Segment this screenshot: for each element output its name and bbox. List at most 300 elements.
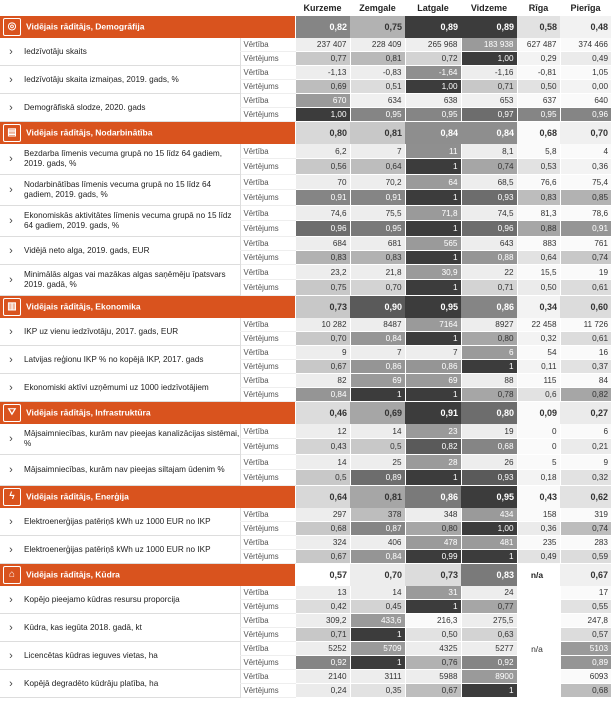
indicator-label: Kopējā degradēto kūdrāju platība, ha [22, 670, 240, 698]
indicator-label: Kūdra, kas iegūta 2018. gadā, kt [22, 614, 240, 642]
score-cell: 0,43 [295, 439, 350, 455]
value-cell: 481 [461, 536, 517, 550]
section-header[interactable] [0, 486, 611, 509]
value-cell: 23 [405, 424, 461, 439]
score-cell: 1 [405, 388, 461, 402]
score-row-label: Vērtējums [240, 684, 295, 698]
score-cell: 0,95 [350, 221, 405, 237]
score-cell: 0,74 [560, 522, 611, 536]
value-cell: 309,2 [295, 614, 350, 628]
value-cell: 374 466 [560, 38, 611, 52]
value-cell: 9 [295, 346, 350, 360]
value-cell: 15,5 [517, 265, 560, 280]
value-cell: 348 [405, 508, 461, 522]
score-cell: 1 [350, 628, 405, 642]
indicator-row[interactable] [0, 66, 611, 80]
score-row-label: Vērtējums [240, 656, 295, 670]
section-average-cell: 0,95 [405, 296, 461, 319]
value-cell: 21,8 [350, 265, 405, 280]
value-row-label: Vērtība [240, 38, 295, 52]
chevron-right-icon[interactable]: › [0, 455, 22, 486]
value-row-label: Vērtība [240, 66, 295, 80]
score-cell: 0,64 [350, 159, 405, 175]
score-row-label: Vērtējums [240, 52, 295, 66]
score-cell: 0,68 [461, 439, 517, 455]
value-cell: 5 [517, 455, 560, 470]
score-row-label: Vērtējums [240, 190, 295, 206]
score-cell: 0,91 [560, 221, 611, 237]
section-average-cell: 0,84 [405, 122, 461, 145]
lightning-icon: ϟ [3, 488, 21, 506]
score-cell: 0,96 [560, 108, 611, 122]
score-cell [517, 656, 560, 670]
value-cell: 14 [350, 424, 405, 439]
header-row [0, 0, 611, 16]
section-average-cell: 0,70 [350, 564, 405, 587]
score-cell: 0,61 [560, 332, 611, 346]
section-title-text: Vidējais rādītājs, Nodarbinātība [26, 127, 153, 138]
indicator-label: Mājsaimniecības, kurām nav pieejas siltajam ūdenim % [22, 455, 240, 486]
section-average-cell: 0,89 [461, 16, 517, 38]
section-title-text: Vidējais rādītājs, Kūdra [26, 569, 120, 580]
bar-chart-icon: ▥ [3, 298, 21, 316]
chevron-right-icon[interactable]: › [0, 144, 22, 175]
indicator-row[interactable] [0, 318, 611, 332]
value-cell: 627 487 [517, 38, 560, 52]
score-cell: 0,77 [295, 52, 350, 66]
value-cell: 14 [295, 455, 350, 470]
section-average-cell: 0,95 [461, 486, 517, 509]
indicator-label: Iedzīvotāju skaita izmaiņas, 2019. gads, % [22, 66, 240, 94]
score-cell: 0,95 [350, 108, 405, 122]
value-cell: 22 458 [517, 318, 560, 332]
score-cell: 0,75 [295, 280, 350, 296]
score-row-label: Vērtējums [240, 360, 295, 374]
indicator-label: Latvijas reģionu IKP % no kopējā IKP, 2017. gads [22, 346, 240, 374]
score-cell: 0,36 [517, 522, 560, 536]
score-cell: 1 [461, 684, 517, 698]
section-average-cell: 0,58 [517, 16, 560, 38]
score-row-label: Vērtējums [240, 628, 295, 642]
indicator-row[interactable] [0, 206, 611, 221]
chevron-right-icon[interactable]: › [0, 614, 22, 642]
chevron-right-icon[interactable]: › [0, 237, 22, 265]
section-average-cell: 0,83 [461, 564, 517, 587]
value-cell: 643 [461, 237, 517, 251]
region-header: Pierīga [570, 3, 601, 13]
chevron-right-icon[interactable]: › [0, 66, 22, 94]
value-cell: 640 [560, 94, 611, 108]
indicator-row[interactable] [0, 374, 611, 388]
value-cell: 75,5 [350, 206, 405, 221]
score-row-label: Vērtējums [240, 470, 295, 486]
indicator-label: Mājsaimniecības, kurām nav pieejas kanalizācijas sistēmai, % [22, 424, 240, 455]
value-cell: 12 [295, 424, 350, 439]
value-cell: 638 [405, 94, 461, 108]
score-cell: 0,76 [405, 656, 461, 670]
indicator-label: Licencētas kūdras ieguves vietas, ha [22, 642, 240, 670]
score-cell: 0,86 [405, 360, 461, 374]
section-average-cell: 0,34 [517, 296, 560, 319]
region-header: Vidzeme [470, 3, 508, 13]
value-cell: 14 [350, 586, 405, 600]
indicator-row[interactable] [0, 642, 611, 656]
value-cell: 158 [517, 508, 560, 522]
value-row-label: Vērtība [240, 206, 295, 221]
value-cell: 3111 [350, 670, 405, 684]
section-average-cell: 0,91 [405, 402, 461, 425]
score-cell: 1 [405, 190, 461, 206]
value-cell: 19 [560, 265, 611, 280]
section-title-text: Vidējais rādītājs, Enerģija [26, 491, 129, 502]
score-cell: 0,50 [517, 80, 560, 94]
value-cell: 16 [560, 346, 611, 360]
score-cell: 0,63 [461, 628, 517, 642]
score-cell [517, 600, 560, 614]
score-cell: 0,95 [517, 108, 560, 122]
value-cell: 64 [405, 175, 461, 190]
value-cell: 681 [350, 237, 405, 251]
chevron-right-icon[interactable]: › [0, 536, 22, 564]
value-cell: 88 [461, 374, 517, 388]
value-cell: -0,81 [517, 66, 560, 80]
section-average-cell: 0,67 [560, 564, 611, 587]
score-cell: 0,96 [295, 221, 350, 237]
score-cell: 1 [350, 656, 405, 670]
section-average-cell: 0,82 [295, 16, 350, 38]
value-cell: 24 [461, 586, 517, 600]
indicator-label: Vidējā neto alga, 2019. gads, EUR [22, 237, 240, 265]
chevron-right-icon[interactable]: › [0, 175, 22, 206]
value-cell: 275,5 [461, 614, 517, 628]
score-cell: 1 [461, 550, 517, 564]
indicator-label: Bezdarba līmenis vecuma grupā no 15 līdz 64 gadiem, 2019. gads, % [22, 144, 240, 175]
chevron-right-icon[interactable]: › [0, 586, 22, 614]
indicator-label: Elektroenerģijas patēriņš kWh uz 1000 EUR no IKP [22, 508, 240, 536]
indicator-row[interactable] [0, 94, 611, 108]
score-cell: 0,29 [517, 52, 560, 66]
value-cell: 653 [461, 94, 517, 108]
value-cell: 74,6 [295, 206, 350, 221]
score-row-label: Vērtējums [240, 251, 295, 265]
score-cell: 1,00 [461, 52, 517, 66]
score-row-label: Vērtējums [240, 439, 295, 455]
value-cell: 5,8 [517, 144, 560, 159]
section-title [0, 16, 295, 38]
chevron-right-icon[interactable]: › [0, 206, 22, 237]
chevron-right-icon[interactable]: › [0, 318, 22, 346]
section-average-cell: 0,62 [560, 486, 611, 509]
value-cell: 26 [461, 455, 517, 470]
value-cell: 82 [295, 374, 350, 388]
chevron-right-icon[interactable]: › [0, 374, 22, 402]
region-header: Kurzeme [303, 3, 342, 13]
value-cell: 68,5 [461, 175, 517, 190]
score-cell: 0,84 [295, 388, 350, 402]
indicator-row[interactable] [0, 346, 611, 360]
score-cell: 0,82 [405, 439, 461, 455]
chevron-right-icon[interactable]: › [0, 642, 22, 670]
value-row-label: Vērtība [240, 614, 295, 628]
section-average-cell: 0,75 [350, 16, 405, 38]
score-cell: 0,88 [461, 251, 517, 265]
score-cell: 0,53 [517, 159, 560, 175]
road-icon: ⛛ [3, 404, 21, 422]
value-row-label: Vērtība [240, 374, 295, 388]
value-cell: 70 [295, 175, 350, 190]
indicator-label: IKP uz vienu iedzīvotāju, 2017. gads, EUR [22, 318, 240, 346]
section-title [0, 564, 295, 587]
value-cell: 81,3 [517, 206, 560, 221]
section-header[interactable] [0, 402, 611, 425]
section-average-cell: n/a [517, 564, 560, 587]
score-cell: 0,68 [295, 522, 350, 536]
value-cell: 0 [517, 424, 560, 439]
indicator-row[interactable] [0, 508, 611, 522]
section-header[interactable] [0, 122, 611, 145]
value-cell: 297 [295, 508, 350, 522]
score-cell: 0,37 [560, 360, 611, 374]
score-cell: 0,24 [295, 684, 350, 698]
score-cell: 0,85 [560, 190, 611, 206]
score-cell: 0,67 [295, 550, 350, 564]
value-cell [517, 614, 560, 628]
value-cell: 5709 [350, 642, 405, 656]
section-average-cell: 0,48 [560, 16, 611, 38]
value-cell: 74,5 [461, 206, 517, 221]
value-cell: 54 [517, 346, 560, 360]
value-cell: 8487 [350, 318, 405, 332]
value-cell: 1,05 [560, 66, 611, 80]
value-cell: 684 [295, 237, 350, 251]
score-cell: 0,42 [295, 600, 350, 614]
value-cell: 4 [560, 144, 611, 159]
value-row-label: Vērtība [240, 94, 295, 108]
score-cell: 0,11 [517, 360, 560, 374]
score-cell: 0,67 [295, 360, 350, 374]
section-average-cell: 0,60 [560, 296, 611, 319]
value-cell: 761 [560, 237, 611, 251]
score-cell: 0,80 [461, 332, 517, 346]
score-row-label: Vērtējums [240, 221, 295, 237]
score-row-label: Vērtējums [240, 550, 295, 564]
indicator-row[interactable] [0, 265, 611, 280]
value-row-label: Vērtība [240, 318, 295, 332]
score-cell: 0,93 [461, 470, 517, 486]
indicator-label: Ekonomiski aktīvi uzņēmumi uz 1000 iedzīvotājiem [22, 374, 240, 402]
value-cell: 378 [350, 508, 405, 522]
value-row-label: Vērtība [240, 642, 295, 656]
score-cell: 0,21 [560, 439, 611, 455]
value-row-label: Vērtība [240, 536, 295, 550]
value-row-label: Vērtība [240, 265, 295, 280]
score-cell: 0,87 [350, 522, 405, 536]
score-row-label: Vērtējums [240, 80, 295, 94]
score-cell: 0,95 [405, 108, 461, 122]
section-average-cell: 0,89 [405, 16, 461, 38]
section-title-text: Vidējais rādītājs, Infrastruktūra [26, 407, 151, 418]
chevron-right-icon[interactable]: › [0, 265, 22, 296]
indicator-row[interactable] [0, 237, 611, 251]
section-average-cell: 0,90 [350, 296, 405, 319]
score-cell: 1 [405, 332, 461, 346]
section-average-cell: 0,46 [295, 402, 350, 425]
section-title-text: Vidējais rādītājs, Demogrāfija [26, 21, 145, 32]
value-row-label: Vērtība [240, 455, 295, 470]
indicator-row[interactable] [0, 424, 611, 439]
value-cell: 22 [461, 265, 517, 280]
score-cell: 0,96 [461, 221, 517, 237]
value-cell: 28 [405, 455, 461, 470]
section-average-cell: 0,73 [405, 564, 461, 587]
score-cell: 0 [517, 439, 560, 455]
indicator-label: Iedzīvotāju skaits [22, 38, 240, 66]
value-row-label: Vērtība [240, 144, 295, 159]
score-cell: 0,56 [295, 159, 350, 175]
value-cell: 319 [560, 508, 611, 522]
value-cell: 71,8 [405, 206, 461, 221]
score-cell: 0,5 [295, 470, 350, 486]
value-cell: 7164 [405, 318, 461, 332]
score-cell: 1 [405, 251, 461, 265]
value-cell: 2140 [295, 670, 350, 684]
value-cell: 237 407 [295, 38, 350, 52]
score-cell: 0,64 [517, 251, 560, 265]
value-cell: 228 409 [350, 38, 405, 52]
score-cell: 0,84 [350, 550, 405, 564]
score-cell: 1,00 [295, 108, 350, 122]
score-cell: 0,35 [350, 684, 405, 698]
region-header: Rīga [528, 3, 549, 13]
score-cell: 0,97 [461, 108, 517, 122]
score-cell: 0,71 [295, 628, 350, 642]
score-cell: 0,88 [517, 221, 560, 237]
value-row-label: Vērtība [240, 237, 295, 251]
score-cell: 0,89 [560, 656, 611, 670]
value-cell: 5252 [295, 642, 350, 656]
value-row-label: Vērtība [240, 424, 295, 439]
section-header[interactable] [0, 564, 611, 587]
score-cell: 1 [405, 280, 461, 296]
score-cell: 0,61 [560, 280, 611, 296]
section-header[interactable] [0, 296, 611, 319]
value-cell: 5988 [405, 670, 461, 684]
value-cell: 634 [350, 94, 405, 108]
score-cell: 0,32 [517, 332, 560, 346]
value-cell: 78,6 [560, 206, 611, 221]
value-cell: 883 [517, 237, 560, 251]
indicator-row[interactable] [0, 144, 611, 159]
value-cell: 8,1 [461, 144, 517, 159]
value-cell: 11 726 [560, 318, 611, 332]
value-cell: -1,64 [405, 66, 461, 80]
value-cell: 13 [295, 586, 350, 600]
score-cell: 0,81 [350, 52, 405, 66]
score-row-label: Vērtējums [240, 332, 295, 346]
section-average-cell: 0,80 [461, 402, 517, 425]
score-cell: 0,18 [517, 470, 560, 486]
indicator-label: Elektroenerģijas patēriņš kWh uz 1000 EUR no IKP [22, 536, 240, 564]
score-row-label: Vērtējums [240, 159, 295, 175]
value-cell: 478 [405, 536, 461, 550]
chevron-right-icon[interactable]: › [0, 508, 22, 536]
indicator-label: Nodarbinātības līmenis vecuma grupā no 15 līdz 64 gadiem, 2019. gads, % [22, 175, 240, 206]
score-cell: 0,5 [350, 439, 405, 455]
score-cell: 0,70 [295, 332, 350, 346]
score-cell [517, 684, 560, 698]
value-cell: 216,3 [405, 614, 461, 628]
value-cell: 6093 [560, 670, 611, 684]
score-cell: 0,49 [560, 52, 611, 66]
indicator-row[interactable] [0, 175, 611, 190]
section-average-cell: 0,70 [560, 122, 611, 145]
indicator-row[interactable] [0, 455, 611, 470]
section-header[interactable] [0, 16, 611, 38]
indicator-row[interactable] [0, 536, 611, 550]
value-cell: -1,16 [461, 66, 517, 80]
section-average-cell: 0,27 [560, 402, 611, 425]
score-cell: 0,91 [350, 190, 405, 206]
chevron-right-icon[interactable]: › [0, 670, 22, 698]
indicator-row[interactable] [0, 586, 611, 600]
indicator-row[interactable] [0, 38, 611, 52]
score-cell [517, 628, 560, 642]
value-cell: 434 [461, 508, 517, 522]
value-cell: 183 938 [461, 38, 517, 52]
indicator-row[interactable] [0, 670, 611, 684]
section-average-cell: 0,69 [350, 402, 405, 425]
score-cell: 0,57 [560, 628, 611, 642]
score-cell: 0,86 [350, 360, 405, 374]
score-cell: 0,45 [350, 600, 405, 614]
value-cell: 6 [461, 346, 517, 360]
value-cell: 19 [461, 424, 517, 439]
section-title-text: Vidējais rādītājs, Ekonomika [26, 301, 141, 312]
chevron-right-icon[interactable]: › [0, 38, 22, 66]
value-cell: 75,4 [560, 175, 611, 190]
chevron-right-icon[interactable]: › [0, 346, 22, 374]
indicator-label: Minimālās algas vai mazākas algas saņēmēju īpatsvars 2019. gadā, % [22, 265, 240, 296]
value-cell [517, 586, 560, 600]
value-cell: 11 [405, 144, 461, 159]
section-average-cell: 0,86 [461, 296, 517, 319]
value-cell: 265 968 [405, 38, 461, 52]
chevron-right-icon[interactable]: › [0, 94, 22, 122]
score-cell: 1,00 [405, 80, 461, 94]
score-cell: 0,77 [461, 600, 517, 614]
indicator-row[interactable] [0, 614, 611, 628]
section-average-cell: 0,81 [350, 486, 405, 509]
score-row-label: Vērtējums [240, 388, 295, 402]
score-cell: 1 [405, 221, 461, 237]
score-row-label: Vērtējums [240, 108, 295, 122]
value-cell: 23,2 [295, 265, 350, 280]
score-cell: 0,59 [560, 550, 611, 564]
region-header: Latgale [417, 3, 449, 13]
score-cell: 0,51 [350, 80, 405, 94]
value-cell: 7 [350, 144, 405, 159]
value-cell: 8900 [461, 670, 517, 684]
score-cell: 0,32 [560, 470, 611, 486]
value-cell: 17 [560, 586, 611, 600]
value-cell: 406 [350, 536, 405, 550]
chevron-right-icon[interactable]: › [0, 424, 22, 455]
section-average-cell: 0,81 [350, 122, 405, 145]
score-row-label: Vērtējums [240, 600, 295, 614]
score-cell: 0,99 [405, 550, 461, 564]
section-average-cell: 0,73 [295, 296, 350, 319]
value-cell: 70,2 [350, 175, 405, 190]
